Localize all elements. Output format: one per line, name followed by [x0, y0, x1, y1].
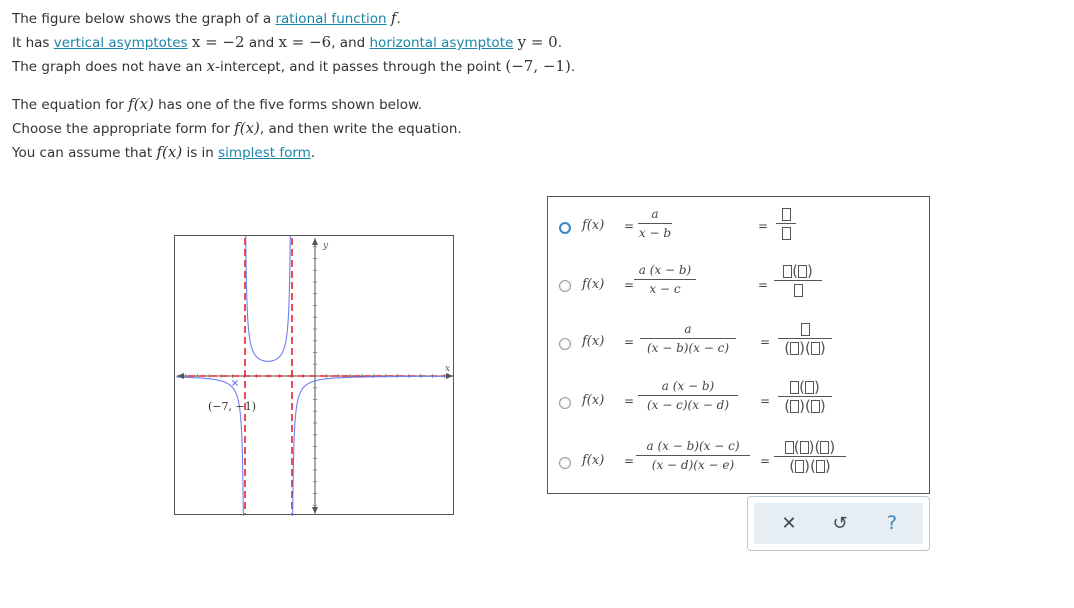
option-2-fraction: [634, 261, 696, 298]
option-3-template-eq: =: [760, 335, 771, 349]
input-slot[interactable]: [785, 441, 794, 454]
option-2-template: ( ): [774, 262, 822, 299]
intro-text: .: [396, 11, 401, 27]
y-axis-arrow-up: [312, 238, 318, 245]
option-5-lhs: f(x): [582, 453, 605, 468]
option-4-fraction: [638, 377, 738, 414]
intro-text: .: [570, 59, 576, 75]
point-marker: [233, 381, 238, 386]
x-var: x: [206, 57, 216, 75]
option-3-numerator: a: [684, 322, 692, 336]
undo-button[interactable]: [820, 503, 860, 544]
close-icon: ✕: [781, 513, 797, 534]
intro-text: The graph does not have an: [12, 59, 207, 75]
y-axis-arrow-down: [312, 507, 318, 514]
input-slot[interactable]: [794, 284, 803, 297]
option-5-template-eq: =: [760, 454, 771, 468]
intro-line-2: [12, 30, 575, 54]
input-slot[interactable]: [795, 460, 804, 473]
option-5-denominator: (x − d)(x − e): [651, 458, 735, 472]
point-value: (−7, −1): [505, 57, 571, 75]
option-1-numerator: a: [651, 207, 659, 221]
asymptote-eq-1: x = −2: [191, 33, 245, 51]
option-4-template: ( ) ( )( ): [778, 378, 832, 415]
intro-text: .: [557, 35, 563, 51]
help-button[interactable]: [872, 503, 912, 544]
option-2-denominator: x − c: [649, 282, 681, 296]
intro-line-6: [12, 140, 575, 164]
option-1-lhs: f(x): [582, 218, 605, 233]
y-axis-label: y: [323, 241, 329, 251]
option-4-numerator: a (x − b): [661, 379, 715, 393]
option-3-eq: =: [624, 335, 635, 349]
option-3-lhs: f(x): [582, 334, 605, 349]
intro-text: The figure below shows the graph of a: [12, 11, 276, 27]
option-2-numerator: a (x − b): [638, 263, 692, 277]
x-axis-label: x: [445, 364, 451, 374]
option-3-fraction: [640, 320, 736, 357]
input-slot[interactable]: [790, 342, 799, 355]
option-2-eq: =: [624, 278, 635, 292]
intro-text: , and then write the equation.: [259, 121, 462, 137]
help-icon: ?: [886, 512, 898, 534]
asymptote-eq-3: y = 0: [517, 33, 558, 51]
option-5-fraction: [636, 437, 750, 474]
input-slot[interactable]: [798, 265, 807, 278]
intro-text: You can assume that: [12, 145, 157, 161]
option-3-template: ( )( ): [778, 320, 832, 357]
option-5-eq: =: [624, 454, 635, 468]
fx-expr: f(x): [234, 119, 260, 137]
option-1-fraction: [638, 205, 672, 242]
action-bar: [747, 496, 930, 551]
intro-line-5: [12, 116, 575, 140]
intro-text: Choose the appropriate form for: [12, 121, 235, 137]
graph-panel: [174, 235, 454, 515]
intro-text: has one of the five forms shown below.: [153, 97, 423, 113]
option-4-template-eq: =: [760, 394, 771, 408]
input-slot[interactable]: [811, 400, 820, 413]
intro-text: The equation for: [12, 97, 129, 113]
fx-expr: f(x): [156, 143, 183, 161]
option-4-lhs: f(x): [582, 393, 605, 408]
option-4-radio[interactable]: [559, 397, 571, 409]
curve-middle-branch: [245, 236, 291, 361]
clear-button[interactable]: [769, 503, 809, 544]
intro-text: It has: [12, 35, 54, 51]
graph-svg: [175, 236, 455, 516]
form-options-panel: [547, 196, 930, 494]
vertical-asymptotes-link[interactable]: vertical asymptotes: [53, 35, 188, 51]
option-4-denominator: (x − c)(x − d): [646, 398, 730, 412]
intro-line-4: [12, 92, 575, 116]
intro-text: and: [244, 35, 279, 51]
option-2-lhs: f(x): [582, 277, 605, 292]
intro-text: .: [310, 145, 316, 161]
input-slot[interactable]: [801, 323, 810, 336]
input-slot[interactable]: [782, 208, 791, 221]
x-axis-arrow-left: [177, 373, 184, 379]
action-bar-inner: [754, 503, 923, 544]
problem-statement: [12, 6, 575, 164]
input-slot[interactable]: [790, 400, 799, 413]
undo-icon: ↺: [832, 513, 848, 534]
horizontal-asymptote-link[interactable]: horizontal asymptote: [369, 35, 514, 51]
option-3-radio[interactable]: [559, 338, 571, 350]
fx-expr: f(x): [128, 95, 154, 113]
input-slot[interactable]: [790, 381, 799, 394]
simplest-form-link[interactable]: simplest form: [218, 145, 311, 161]
option-3-denominator: (x − b)(x − c): [646, 341, 730, 355]
option-5-radio[interactable]: [559, 457, 571, 469]
option-1-eq: =: [624, 219, 635, 233]
input-slot[interactable]: [783, 265, 792, 278]
option-5-template: ( )( ) ( )( ): [774, 438, 846, 475]
input-slot[interactable]: [800, 441, 809, 454]
intro-text: , and: [331, 35, 370, 51]
rational-function-link[interactable]: rational function: [275, 11, 387, 27]
option-4-eq: =: [624, 394, 635, 408]
intro-text: -intercept, and it passes through the point: [215, 59, 506, 75]
option-1-denominator: x − b: [638, 226, 672, 240]
option-1-template-eq: =: [758, 219, 769, 233]
asymptote-eq-2: x = −6: [278, 33, 332, 51]
input-slot[interactable]: [782, 227, 791, 240]
intro-line-3: [12, 54, 575, 78]
option-1-template: [776, 205, 796, 242]
option-2-template-eq: =: [758, 278, 769, 292]
intro-text: is in: [182, 145, 219, 161]
option-2-radio[interactable]: [559, 280, 571, 292]
curve-left-branch: [176, 377, 244, 516]
input-slot[interactable]: [805, 381, 814, 394]
input-slot[interactable]: [811, 342, 820, 355]
intro-line-1: [12, 6, 575, 30]
function-var: f: [390, 9, 397, 27]
option-1-radio[interactable]: [559, 222, 571, 234]
point-label: (−7, −1): [208, 400, 257, 413]
option-5-numerator: a (x − b)(x − c): [646, 439, 740, 453]
input-slot[interactable]: [816, 460, 825, 473]
input-slot[interactable]: [820, 441, 829, 454]
